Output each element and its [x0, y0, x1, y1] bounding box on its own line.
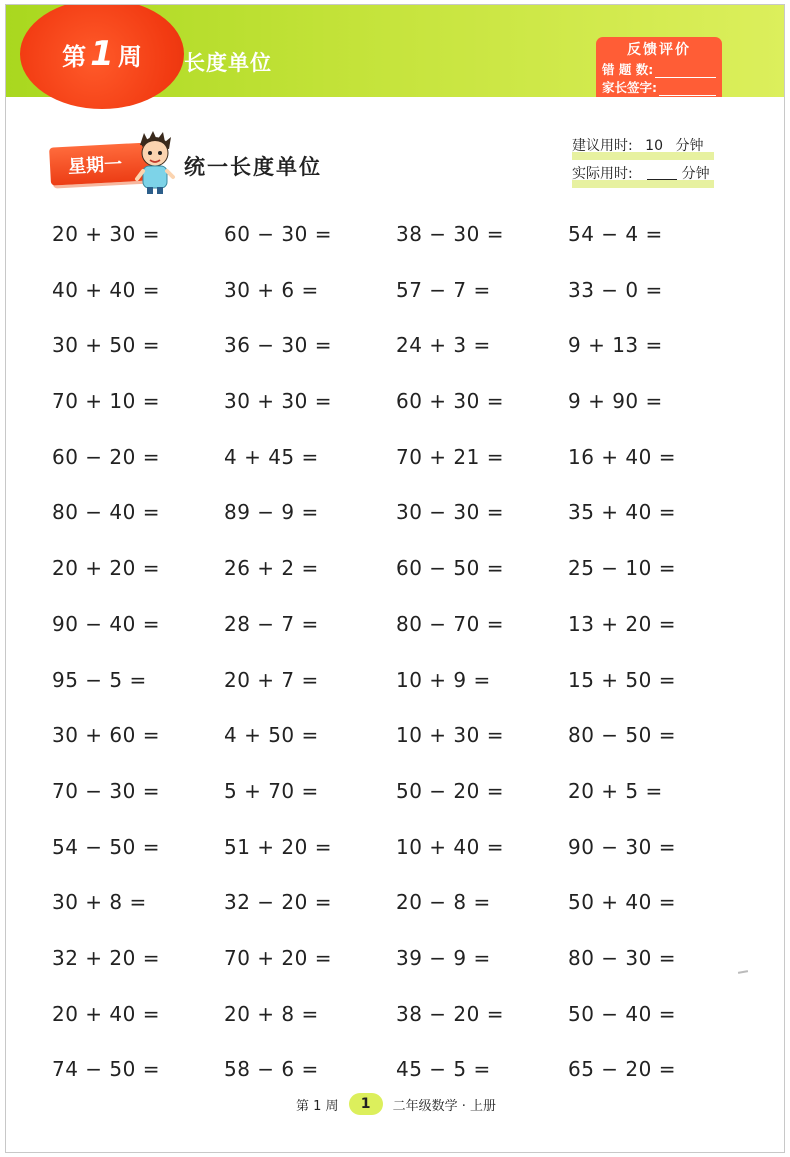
math-problem: 20 + 8 = [224, 1001, 319, 1026]
math-problem: 70 + 10 = [52, 389, 160, 414]
page-footer [6, 1093, 785, 1115]
math-problem: 74 − 50 = [52, 1057, 160, 1082]
math-problem: 10 + 40 = [396, 834, 504, 859]
feedback-title: 反馈评价 [627, 42, 691, 58]
boy-cartoon-icon [134, 129, 176, 195]
math-problem: 30 + 50 = [52, 333, 160, 358]
math-problem: 89 − 9 = [224, 500, 319, 525]
math-problem: 30 − 30 = [396, 500, 504, 525]
math-problem: 20 + 5 = [568, 778, 663, 803]
math-problem: 30 + 60 = [52, 723, 160, 748]
actual-time-field[interactable] [647, 165, 677, 180]
math-problem: 50 + 40 = [568, 890, 676, 915]
math-problem: 32 + 20 = [52, 945, 160, 970]
math-problem: 13 + 20 = [568, 611, 676, 636]
math-problem: 33 − 0 = [568, 277, 663, 302]
math-problem: 36 − 30 = [224, 333, 332, 358]
math-problem: 80 − 50 = [568, 723, 676, 748]
week-badge [20, 4, 184, 109]
math-problem: 54 − 4 = [568, 222, 663, 246]
math-problem: 60 − 30 = [224, 222, 332, 246]
page-number: 1 [349, 1093, 383, 1115]
math-problem: 39 − 9 = [396, 945, 491, 970]
math-problem: 20 + 20 = [52, 556, 160, 581]
math-problem: 58 − 6 = [224, 1057, 319, 1082]
feedback-signature-label: 家长签字: [602, 80, 657, 95]
feedback-errors-field[interactable] [655, 65, 716, 78]
math-problem: 50 − 40 = [568, 1001, 676, 1026]
suggested-time-value: 10 [645, 138, 663, 154]
math-problem: 90 − 40 = [52, 611, 160, 636]
math-problem: 80 − 40 = [52, 500, 160, 525]
math-problem: 45 − 5 = [396, 1057, 491, 1082]
math-problem: 35 + 40 = [568, 500, 676, 525]
math-problem: 95 − 5 = [52, 667, 147, 692]
math-problem: 20 + 7 = [224, 667, 319, 692]
math-problem: 50 − 20 = [396, 778, 504, 803]
math-problem: 38 − 30 = [396, 222, 504, 246]
unit-title: 长度单位 [184, 51, 272, 75]
math-problem: 32 − 20 = [224, 890, 332, 915]
math-problem: 20 + 30 = [52, 222, 160, 246]
week-prefix: 第 [62, 42, 87, 71]
worksheet-page [5, 4, 785, 1153]
actual-time-row [572, 163, 710, 191]
week-suffix: 周 [117, 42, 142, 71]
math-problem: 9 + 90 = [568, 389, 663, 414]
actual-time-label: 实际用时: [572, 166, 633, 182]
problem-grid [52, 207, 742, 1098]
math-problem: 90 − 30 = [568, 834, 676, 859]
math-problem: 10 + 9 = [396, 667, 491, 692]
suggested-time-label: 建议用时: [572, 138, 633, 154]
math-problem: 57 − 7 = [396, 277, 491, 302]
suggested-time-row [572, 135, 710, 163]
math-problem: 4 + 45 = [224, 444, 319, 469]
math-problem: 80 − 30 = [568, 945, 676, 970]
math-problem: 38 − 20 = [396, 1001, 504, 1026]
time-box [572, 135, 710, 191]
math-problem: 20 + 40 = [52, 1001, 160, 1026]
math-problem: 30 + 6 = [224, 277, 319, 302]
suggested-time-unit: 分钟 [675, 138, 704, 154]
math-problem: 10 + 30 = [396, 723, 504, 748]
actual-time-unit: 分钟 [681, 166, 710, 182]
math-problem: 51 + 20 = [224, 834, 332, 859]
math-problem: 28 − 7 = [224, 611, 319, 636]
math-problem: 5 + 70 = [224, 778, 319, 803]
math-problem: 30 + 8 = [52, 890, 147, 915]
math-problem: 60 − 50 = [396, 556, 504, 581]
math-problem: 60 − 20 = [52, 444, 160, 469]
math-problem: 16 + 40 = [568, 444, 676, 469]
feedback-errors-label: 错 题 数: [602, 62, 654, 77]
math-problem: 24 + 3 = [396, 333, 491, 358]
math-problem: 40 + 40 = [52, 277, 160, 302]
feedback-errors-row [602, 60, 716, 78]
math-problem: 20 − 8 = [396, 890, 491, 915]
math-problem: 25 − 10 = [568, 556, 676, 581]
math-problem: 70 − 30 = [52, 778, 160, 803]
math-problem: 54 − 50 = [52, 834, 160, 859]
feedback-signature-row [602, 78, 716, 96]
math-problem: 15 + 50 = [568, 667, 676, 692]
math-problem: 30 + 30 = [224, 389, 332, 414]
footer-week: 第 1 周 [296, 1098, 339, 1114]
math-problem: 26 + 2 = [224, 556, 319, 581]
week-number: 1 [90, 34, 114, 74]
book-title: 二年级数学 · 上册 [392, 1098, 496, 1114]
math-problem: 4 + 50 = [224, 723, 319, 748]
math-problem: 80 − 70 = [396, 611, 504, 636]
math-problem: 70 + 21 = [396, 444, 504, 469]
day-tag: 星期一 [49, 142, 153, 185]
math-problem: 65 − 20 = [568, 1057, 676, 1082]
paper-mark [738, 970, 748, 974]
feedback-box [596, 37, 722, 97]
feedback-signature-field[interactable] [659, 83, 716, 96]
math-problem: 9 + 13 = [568, 333, 663, 358]
section-title: 统一长度单位 [184, 155, 322, 179]
math-problem: 60 + 30 = [396, 389, 504, 414]
math-problem: 70 + 20 = [224, 945, 332, 970]
